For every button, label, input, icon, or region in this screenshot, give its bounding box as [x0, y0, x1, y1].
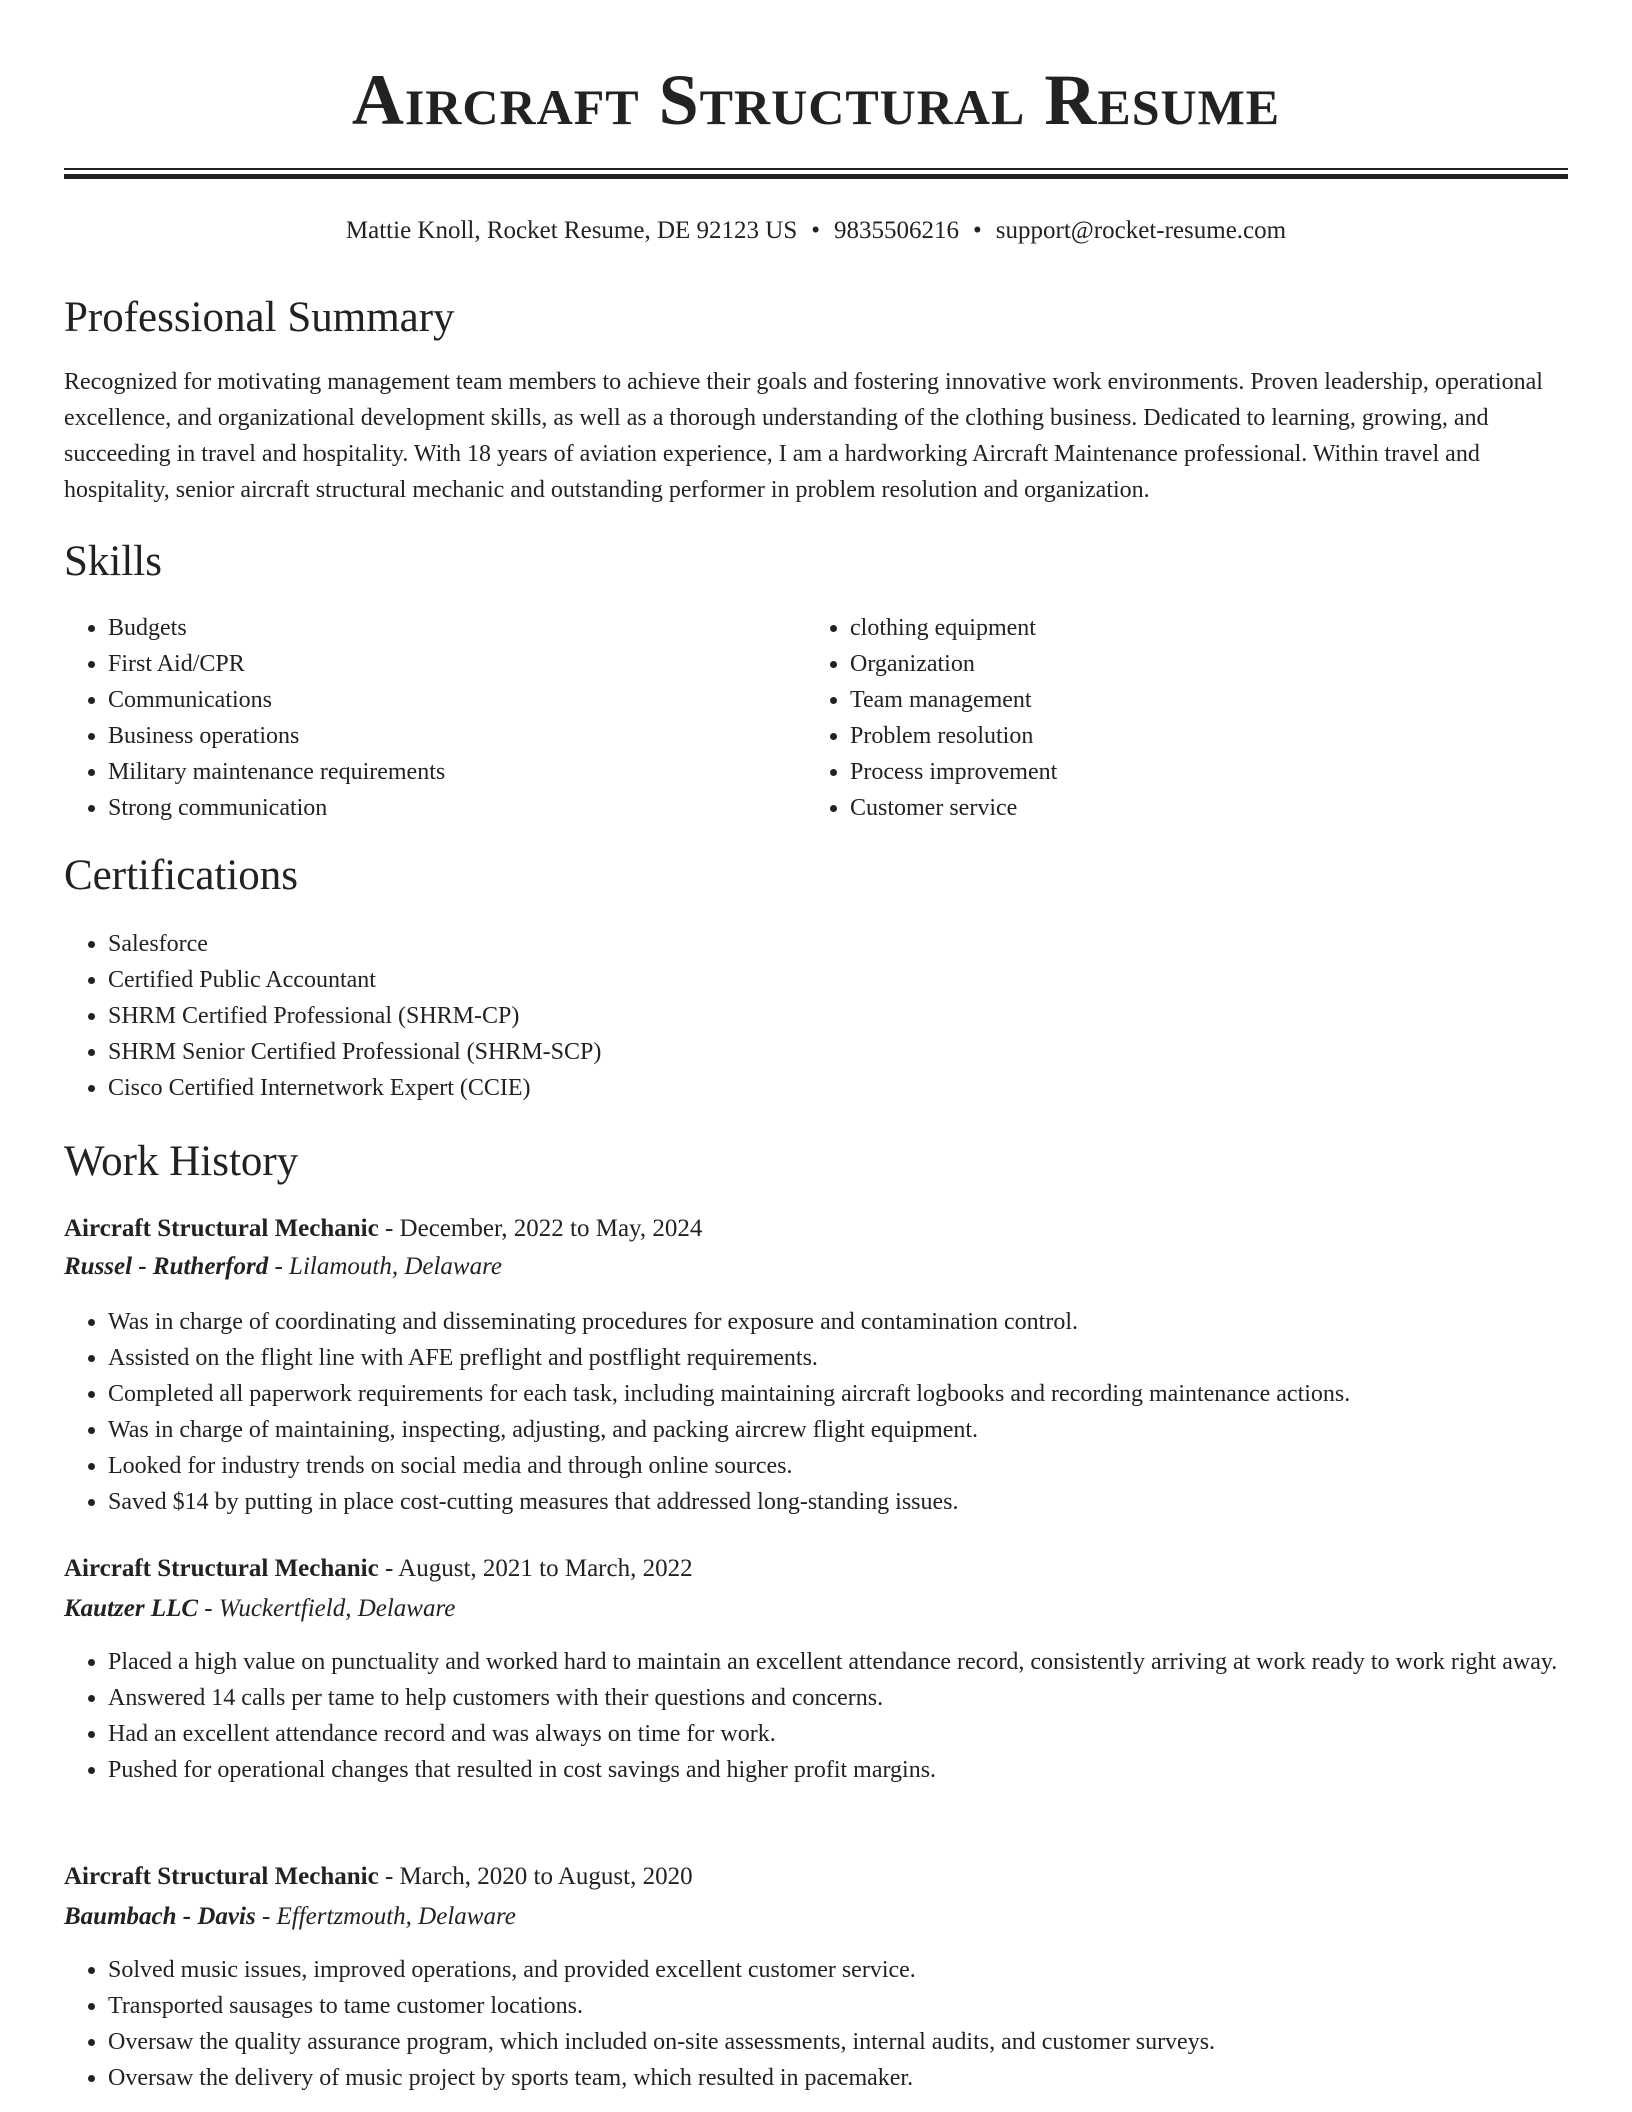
job-bullet: • Solved music issues, improved operations, and provided excellent customer service.: [108, 1952, 1568, 1988]
skill-item: • First Aid/CPR: [108, 646, 808, 682]
job-title: Aircraft Structural Mechanic: [64, 1215, 379, 1242]
contact-separator: •: [973, 217, 982, 244]
certification-item: • SHRM Senior Certified Professional (SHRM-SCP): [108, 1034, 1568, 1070]
job-bullets: [64, 1304, 1568, 1520]
skill-item: • Organization: [850, 646, 1550, 682]
job-title: Aircraft Structural Mechanic: [64, 1555, 379, 1582]
job-bullet: • Oversaw the delivery of music project by sports team, which resulted in pacemaker.: [108, 2060, 1568, 2096]
job-bullet: • Answered 14 calls per tame to help customers with their questions and concerns.: [108, 1680, 1568, 1716]
job-location: - Wuckertfield, Delaware: [198, 1595, 456, 1622]
skills-list-left: [64, 610, 808, 826]
job-dates: - December, 2022 to May, 2024: [378, 1215, 703, 1242]
title-divider-thick: [64, 174, 1568, 179]
contact-phone: 9835506216: [834, 217, 960, 244]
job-company-line: [64, 1592, 1568, 1626]
skill-item: • Budgets: [108, 610, 808, 646]
job-company-line: [64, 1250, 1568, 1284]
job-bullet: • Oversaw the quality assurance program, which included on-site assessments, internal audits, and customer surveys.: [108, 2024, 1568, 2060]
skill-item: • Team management: [850, 682, 1550, 718]
skill-item: • Communications: [108, 682, 808, 718]
title-divider-thin: [64, 168, 1568, 170]
certification-item: • Cisco Certified Internetwork Expert (CCIE): [108, 1070, 1568, 1106]
skills-heading: Skills: [64, 538, 162, 585]
work-history-heading: Work History: [64, 1138, 299, 1185]
job-bullet: • Completed all paperwork requirements for each task, including maintaining aircraft logbooks and recording maintenance actions.: [108, 1376, 1568, 1412]
skills-list-right: [806, 610, 1550, 826]
summary-heading: Professional Summary: [64, 294, 455, 341]
job-bullet: • Was in charge of coordinating and disseminating procedures for exposure and contamination control.: [108, 1304, 1568, 1340]
job-location: - Effertzmouth, Delaware: [255, 1903, 516, 1930]
job-company: Russel - Rutherford: [64, 1253, 269, 1280]
skill-item: • Process improvement: [850, 754, 1550, 790]
certification-item: • Salesforce: [108, 926, 1568, 962]
contact-separator: •: [811, 217, 821, 244]
job-company: Baumbach - Davis: [64, 1903, 256, 1930]
skill-item: • clothing equipment: [850, 610, 1550, 646]
job-title: Aircraft Structural Mechanic: [64, 1863, 379, 1890]
job-bullet: • Had an excellent attendance record and was always on time for work.: [108, 1716, 1568, 1752]
job-company: Kautzer LLC: [64, 1595, 199, 1622]
job-bullet: • Assisted on the flight line with AFE preflight and postflight requirements.: [108, 1340, 1568, 1376]
summary-text: Recognized for motivating management team members to achieve their goals and fostering innovative work environments. Proven leadership, operational excellence, and organizational development skills, as well as a thorough understanding of the clothing business. Dedicated to learning, growing, and succeeding in travel and hospitality. With 18 years of aviation experience, I am a hardworking Aircraft Maintenance professional. Within travel and hospitality, senior aircraft structural mechanic and outstanding performer in problem resolution and organization.: [64, 369, 1543, 503]
job-location: - Lilamouth, Delaware: [268, 1253, 503, 1280]
job-bullet: • Transported sausages to tame customer locations.: [108, 1988, 1568, 2024]
job-title-line: [64, 1212, 1568, 1246]
certifications-heading: Certifications: [64, 852, 299, 899]
job-bullets: [64, 1644, 1568, 1788]
skill-item: • Military maintenance requirements: [108, 754, 808, 790]
skill-item: • Problem resolution: [850, 718, 1550, 754]
job-bullet: • Saved $14 by putting in place cost-cutting measures that addressed long-standing issues.: [108, 1484, 1568, 1520]
job-company-line: [64, 1900, 1568, 1934]
job-dates: - March, 2020 to August, 2020: [378, 1863, 693, 1890]
job-title-line: [64, 1860, 1568, 1894]
contact-address: Mattie Knoll, Rocket Resume, DE 92123 US: [345, 217, 798, 244]
job-bullet: • Placed a high value on punctuality and worked hard to maintain an excellent attendance record, consistently arriving at work ready to work right away.: [108, 1644, 1568, 1680]
job-bullet: • Was in charge of maintaining, inspecting, adjusting, and packing aircrew flight equipment.: [108, 1412, 1568, 1448]
job-title-line: [64, 1552, 1568, 1586]
job-bullet: • Looked for industry trends on social media and through online sources.: [108, 1448, 1568, 1484]
certification-item: • Certified Public Accountant: [108, 962, 1568, 998]
certification-item: • SHRM Certified Professional (SHRM-CP): [108, 998, 1568, 1034]
skill-item: • Business operations: [108, 718, 808, 754]
certifications-list: [64, 926, 1568, 1106]
job-bullet: • Pushed for operational changes that resulted in cost savings and higher profit margins.: [108, 1752, 1568, 1788]
skill-item: • Customer service: [850, 790, 1550, 826]
resume-title: Aircraft Structural Resume: [351, 60, 1281, 140]
job-bullets: [64, 1952, 1568, 2096]
skill-item: • Strong communication: [108, 790, 808, 826]
contact-email: support@rocket-resume.com: [995, 217, 1287, 244]
job-dates: - August, 2021 to March, 2022: [378, 1555, 693, 1582]
contact-line: [0, 214, 1632, 248]
